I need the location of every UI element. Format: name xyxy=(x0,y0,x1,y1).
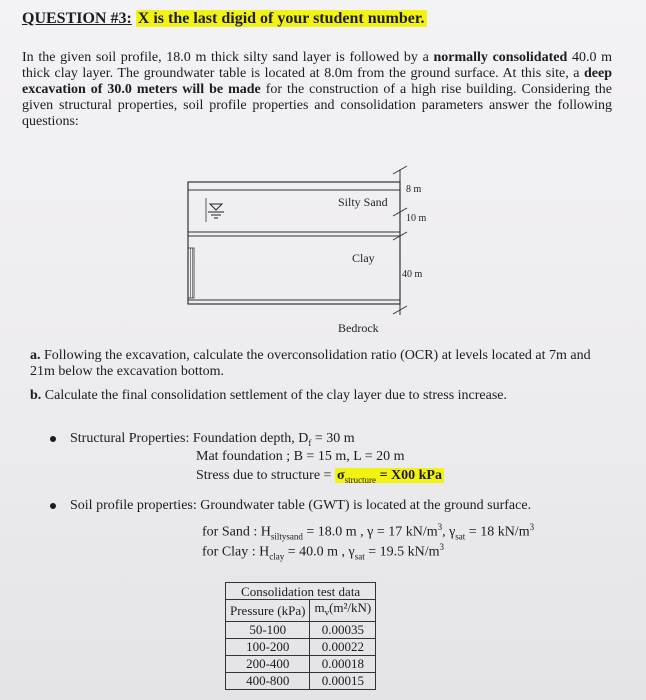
question-number: QUESTION #3: xyxy=(22,10,132,27)
table-row xyxy=(226,672,376,689)
clay-label: Clay xyxy=(352,251,375,265)
header-mv: $m_v(m^2/kN)$ xyxy=(310,600,376,622)
question-title xyxy=(22,10,427,28)
pressure-cell: 50-100 xyxy=(226,621,310,638)
question-a xyxy=(30,348,600,380)
soil-line-1: Soil profile properties: Groundwater table (GWT) is located at the ground surface. xyxy=(70,498,532,513)
question-b-label: b. xyxy=(30,388,42,403)
table-row xyxy=(226,621,376,638)
pressure-cell: 400-800 xyxy=(226,672,310,689)
header-pressure: Pressure (kPa) xyxy=(226,600,310,622)
mv-cell: 0.00015 xyxy=(310,672,376,689)
structural-line-1: Structural Properties: Foundation depth, $D_f = 30$ m xyxy=(70,431,355,448)
dim-8-label: 8 m xyxy=(406,184,422,195)
table-row xyxy=(226,638,376,655)
question-b xyxy=(30,388,610,404)
mv-cell: 0.00035 xyxy=(310,621,376,638)
question-highlight: X is the last digid of your student number. xyxy=(137,10,425,27)
question-a-text: Following the excavation, calculate the overconsolidation ratio (OCR) at levels located at 7m and 21m below the excavation bottom. xyxy=(30,348,591,379)
soil-profile-diagram xyxy=(180,160,440,335)
mv-cell: 0.00018 xyxy=(310,655,376,672)
intro-bold-1: normally consolidated xyxy=(433,50,568,65)
intro-text-1: In the given soil profile, 18.0 m thick silty sand layer is followed by a xyxy=(22,50,434,65)
dim-40-label: 40 m xyxy=(402,269,423,280)
table-row xyxy=(226,655,376,672)
bullet-structural xyxy=(50,436,56,442)
intro-paragraph xyxy=(22,50,612,130)
pressure-cell: 200-400 xyxy=(226,655,310,672)
consolidation-table xyxy=(225,582,376,690)
soil-line-sand: for Sand : $H_{siltysand} = 18.0$ m , γ = 17 $kN/m^3$, $\gamma_{sat} = 18$ $kN/m^3$ xyxy=(202,522,535,542)
water-table-icon xyxy=(208,204,224,218)
intro-bold-2: deep excavation of 30.0 meters will be made xyxy=(22,66,612,97)
soil-line-clay: for Clay : $H_{clay} = 40.0$ m , $\gamma_{sat} = 19.5$ $kN/m^3$ xyxy=(202,542,445,562)
bullet-soil xyxy=(50,503,56,509)
question-a-label: a. xyxy=(30,348,41,363)
intro-text-3: for the construction of a high rise building. Considering the given structural properties, soil profile properties and consolidation parameters answer the following questions: xyxy=(22,82,612,129)
intro-text-2: 40.0 m thick clay layer. The groundwater table is located at 8.0m from the ground surface. At this site, a xyxy=(22,50,613,81)
table-caption: Consolidation test data xyxy=(226,583,376,600)
dim-10-label: 10 m xyxy=(406,213,427,224)
bedrock-label: Bedrock xyxy=(338,321,379,335)
structural-line-2: Mat foundation ; B = 15 m, L = 20 m xyxy=(196,449,405,464)
structural-line-3: Stress due to structure = $\sigma_{structure} = X00$ kPa xyxy=(196,468,442,485)
wall-hatch xyxy=(188,248,194,298)
question-b-text: Calculate the final consolidation settlement of the clay layer due to stress increase. xyxy=(44,388,508,403)
silty-sand-label: Silty Sand xyxy=(338,195,388,209)
mv-cell: 0.00022 xyxy=(310,638,376,655)
pressure-cell: 100-200 xyxy=(226,638,310,655)
